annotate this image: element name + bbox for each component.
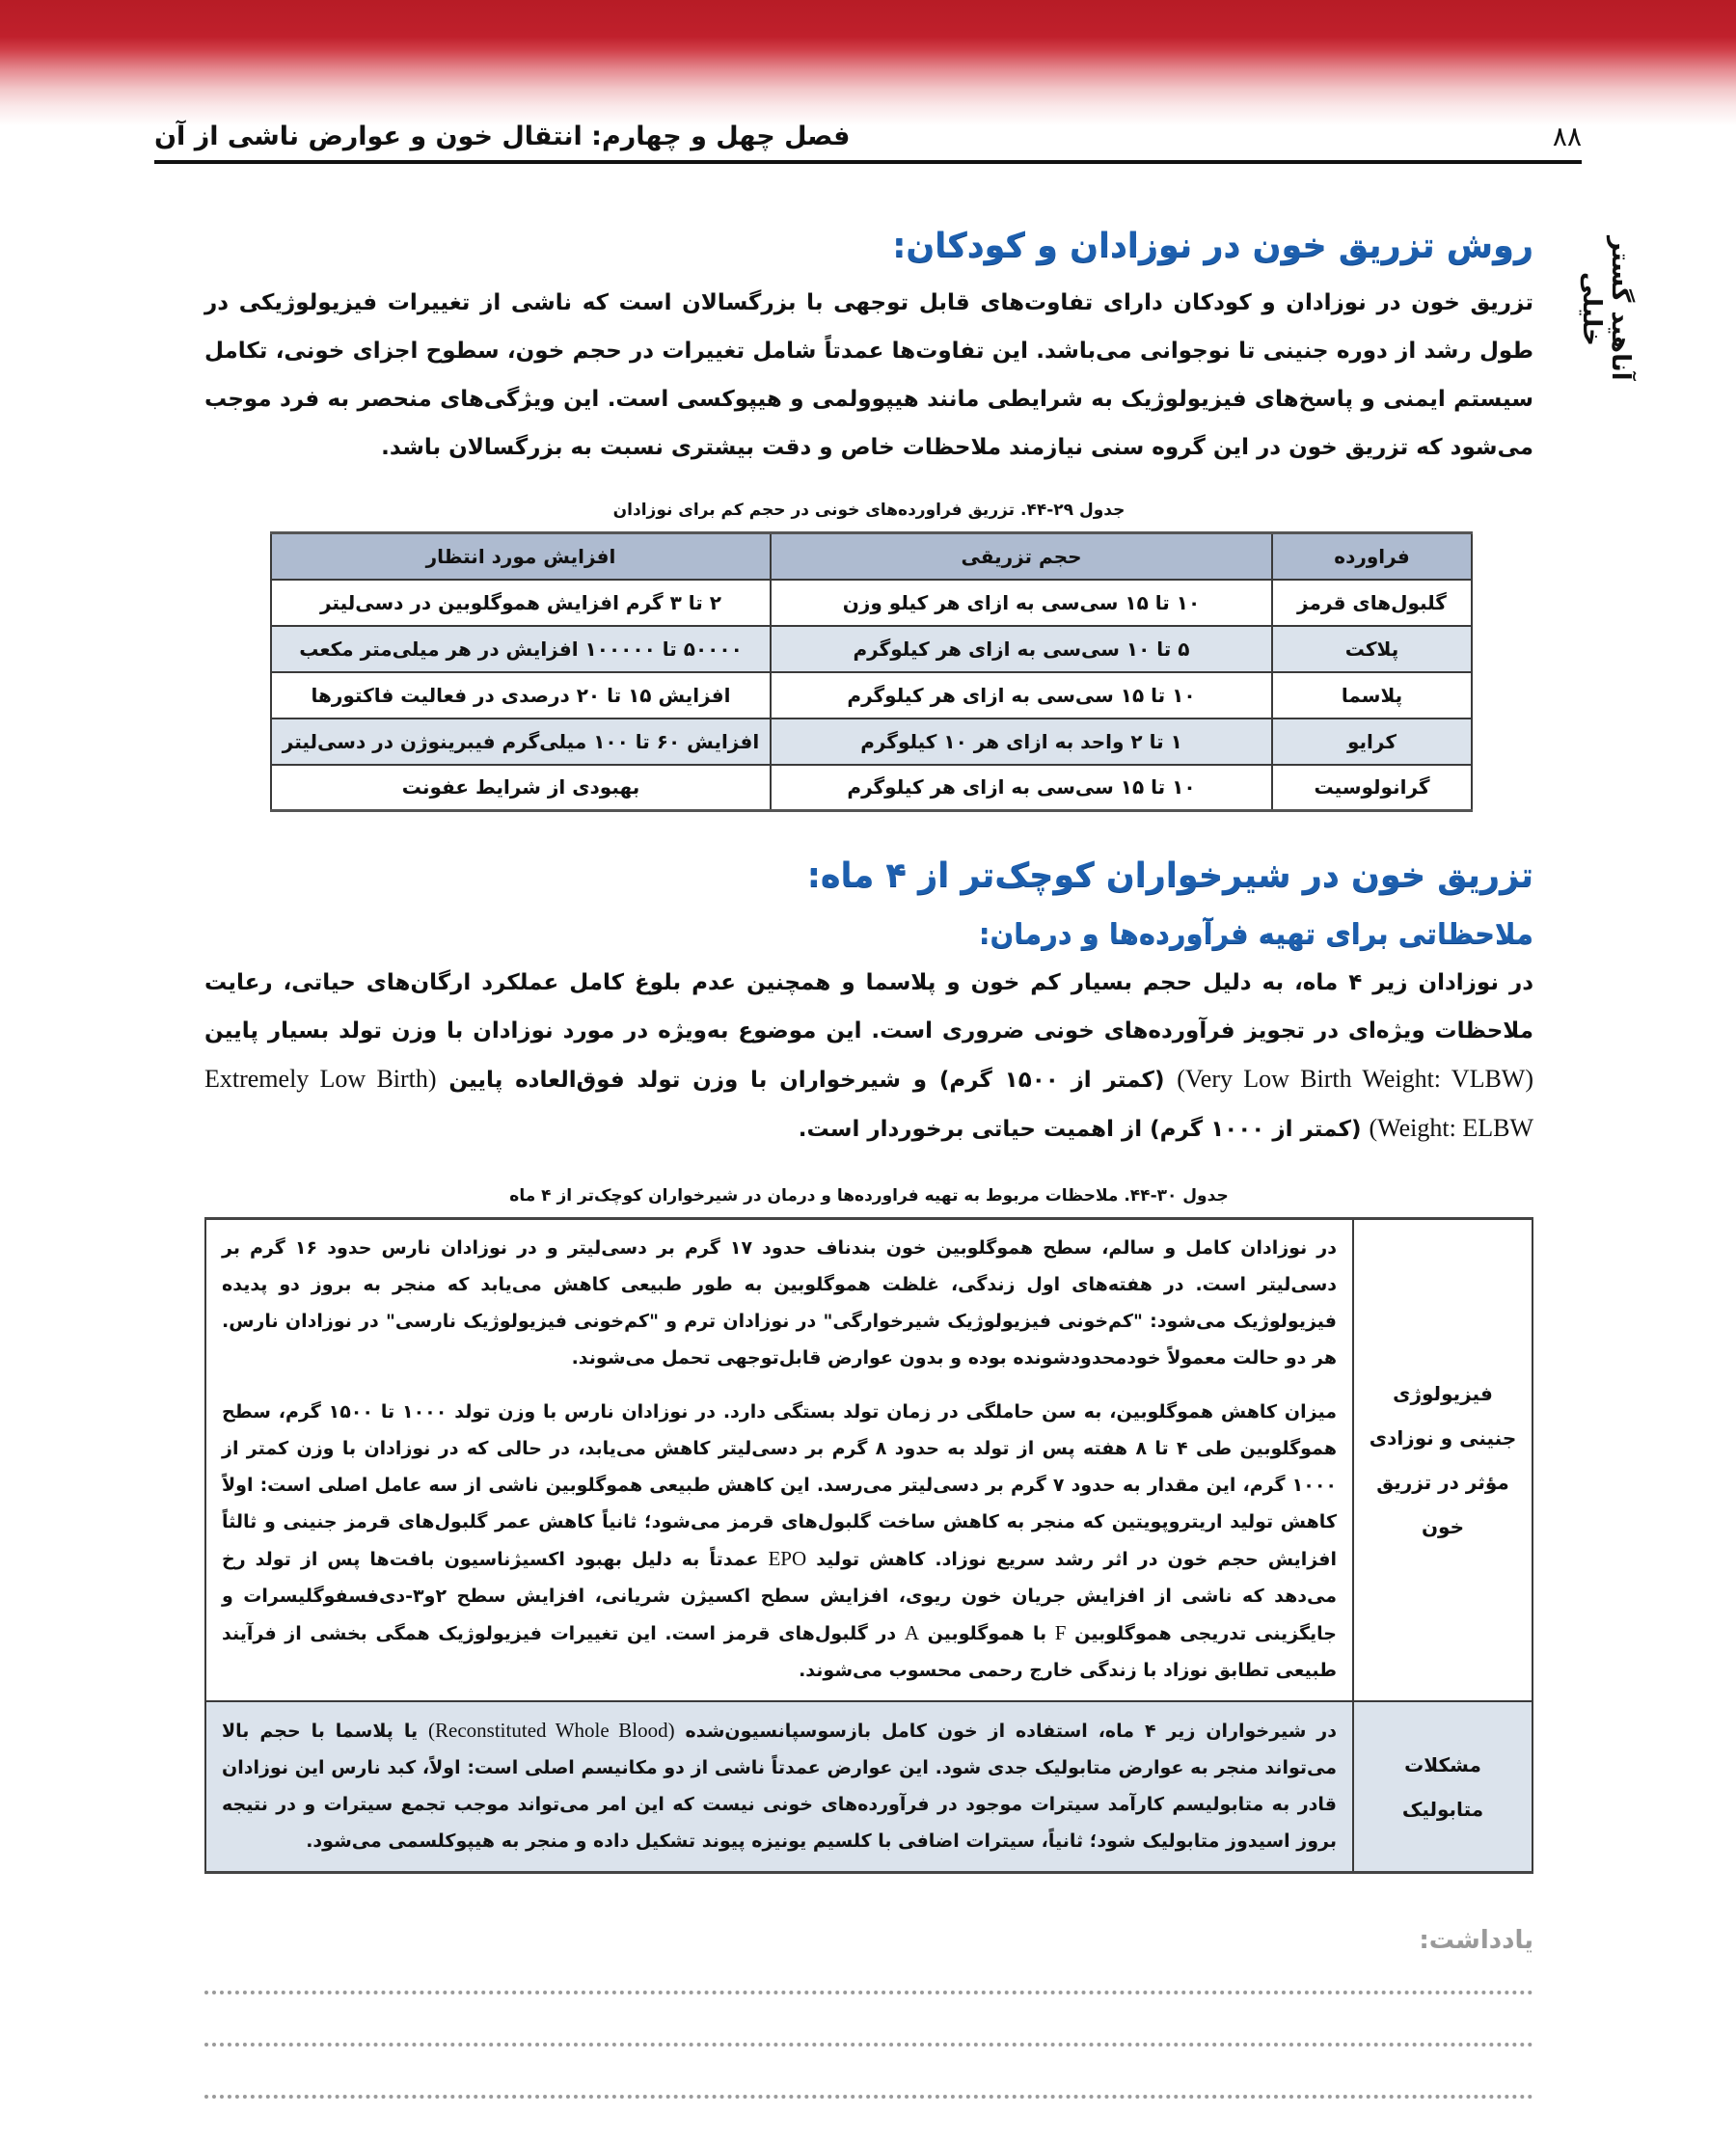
metabolic-paragraph	[222, 1712, 1337, 1859]
subsection-heading-considerations: ملاحظاتی برای تهیه فرآورده‌ها و درمان:	[978, 917, 1533, 950]
paragraph-text: یا پلاسما با حجم بالا می‌تواند منجر به عوارض متابولیک جدی شود. این عوارض عمدتاً ناشی از دو مکانیسم اصلی است: اولاً، کبد نارس این نوزادان قادر به متابولیسم کارآمد سیترات موجود در فرآورده‌های خونی نیست که این امر می‌تواند موجب تجمع سیترات و در نتیجه بروز اسیدوز متابولیک شود؛ ثانیاً، سیترات اضافی با کلسیم یونیزه پیوند تشکیل داده و منجر به هیپوکلسمی می‌شود.	[222, 1721, 1337, 1852]
hemoglobin-a-term: A	[904, 1621, 919, 1644]
intro-paragraph: تزریق خون در نوزادان و کودکان دارای تفاوت‌های قابل توجهی با بزرگسالان است که ناشی از تغییرات فیزیولوژیکی در طول رشد از دوره جنینی تا نوجوانی می‌باشد. این تفاوت‌ها عمدتاً شامل تغییرات در حجم خون، سطوح اجزای خونی، تکامل سیستم ایمنی و پاسخ‌های فیزیولوژیک به شرایطی مانند هیپوولمی و هیپوکسی است. این ویژگی‌های منحصر به فرد موجب می‌شود که تزریق خون در این گروه سنی نیازمند ملاحظات خاص و دقت بیشتری نسبت به بزرگسالان باشد.	[204, 290, 1533, 460]
paragraph-text: (کمتر از ۱۰۰۰ گرم) از اهمیت حیاتی برخوردار است.	[798, 1117, 1370, 1142]
physiology-paragraph-1: در نوزادان کامل و سالم، سطح هموگلوبین خون بندناف حدود ۱۷ گرم بر دسی‌لیتر و در نوزادان نارس حدود ۱۶ گرم بر دسی‌لیتر است. در هفته‌های اول زندگی، غلظت هموگلوبین به طور طبیعی کاهش می‌یابد که منجر به بروز دو پدیده فیزیولوژیک می‌شود: "کم‌خونی فیزیولوژیک شیرخوارگی" در نوزادان ترم و "کم‌خونی فیزیولوژیک نارسی" در نوزادان نارس. هر دو حالت معمولاً خودمحدودشونده بوده و بدون عوارض قابل‌توجهی تحمل می‌شوند.	[222, 1237, 1337, 1369]
cell-product: گلبول‌های قرمز	[1272, 580, 1472, 626]
cell-product: کرایو	[1272, 719, 1472, 765]
table2-caption: جدول ۳۰-۴۴. ملاحظات مربوط به تهیه فراورده‌ها و درمان در شیرخواران کوچک‌تر از ۴ ماه	[509, 1186, 1229, 1206]
table-row	[271, 672, 1472, 719]
notes-dotted-line[interactable]	[204, 2043, 1533, 2047]
physiology-paragraph-2	[222, 1394, 1337, 1689]
cell-increase: بهبودی از شرایط عفونت	[271, 765, 771, 811]
table-row	[271, 626, 1472, 672]
paragraph-text: در گلبول‌های قرمز است. این تغییرات فیزیولوژیک همگی بخشی از فرآیند طبیعی تطابق نوزاد با زندگی خارج رحمی محسوب می‌شوند.	[222, 1623, 1337, 1681]
table-row	[271, 765, 1472, 811]
column-header-expected-increase: افزایش مورد انتظار	[271, 533, 771, 580]
page-number: ۸۸	[1552, 120, 1582, 152]
notes-label: یادداشت:	[1419, 1926, 1533, 1955]
cell-product: گرانولوسیت	[1272, 765, 1472, 811]
notes-dotted-line[interactable]	[204, 2095, 1533, 2099]
main-content	[204, 217, 1533, 1874]
reconstituted-whole-blood-term: (Reconstituted Whole Blood)	[428, 1719, 675, 1742]
cell-product: پلاکت	[1272, 626, 1472, 672]
table-row	[271, 580, 1472, 626]
hemoglobin-f-term: F	[1054, 1621, 1067, 1644]
blood-products-table	[270, 531, 1473, 812]
cell-increase: افزایش ۱۵ تا ۲۰ درصدی در فعالیت فاکتورها	[271, 672, 771, 719]
infants-paragraph	[204, 959, 1533, 1153]
notes-section	[204, 1919, 1533, 2099]
table-header-row	[271, 533, 1472, 580]
row-text-physiology	[205, 1219, 1353, 1702]
vlbw-term: (Very Low Birth Weight: VLBW)	[1177, 1065, 1534, 1093]
paragraph-text: میزان کاهش هموگلوبین، به سن حاملگی در زمان تولد بستگی دارد. در نوزادان نارس با وزن تولد ۱۰۰۰ تا ۱۵۰۰ گرم، سطح هموگلوبین طی ۴ تا ۸ هفته پس از تولد به حدود ۸ گرم بر دسی‌لیتر کاهش می‌یابد، در حالی که در نوزادان با وزن کمتر از ۱۰۰۰ گرم، این مقدار به حدود ۷ گرم بر دسی‌لیتر می‌رسد. این کاهش طبیعی هموگلوبین ناشی از سه عامل اصلی است: اولاً کاهش تولید اریتروپویتین که منجر به کاهش ساخت گلبول‌های قرمز می‌شود؛ ثانیاً کاهش عمر گلبول‌های قرمز جنینی و ثالثاً افزایش حجم خون در اثر رشد سریع نوزاد. کاهش تولید	[222, 1401, 1338, 1570]
cell-volume: ۱۰ تا ۱۵ سی‌سی به ازای هر کیلو وزن	[771, 580, 1272, 626]
cell-increase: ۵۰۰۰۰ تا ۱۰۰۰۰۰ افزایش در هر میلی‌متر مکعب	[271, 626, 771, 672]
cell-volume: ۱ تا ۲ واحد به ازای هر ۱۰ کیلوگرم	[771, 719, 1272, 765]
section-heading-transfusion-neonates: روش تزریق خون در نوزادان و کودکان:	[892, 227, 1533, 265]
cell-volume: ۱۰ تا ۱۵ سی‌سی به ازای هر کیلوگرم	[771, 672, 1272, 719]
cell-increase: افزایش ۶۰ تا ۱۰۰ میلی‌گرم فیبرینوژن در دسی‌لیتر	[271, 719, 771, 765]
epo-term: EPO	[768, 1547, 807, 1570]
row-text-metabolic	[205, 1701, 1353, 1873]
cell-increase: ۲ تا ۳ گرم افزایش هموگلوبین در دسی‌لیتر	[271, 580, 771, 626]
chapter-title: فصل چهل و چهارم: انتقال خون و عوارض ناشی از آن	[154, 121, 851, 151]
notes-dotted-line[interactable]	[204, 1991, 1533, 1994]
column-header-product: فراورده	[1272, 533, 1472, 580]
paragraph-text: (کمتر از ۱۵۰۰ گرم) و شیرخواران با وزن تولد فوق‌العاده پایین	[436, 1068, 1178, 1093]
page-header	[154, 106, 1582, 166]
table-row	[205, 1219, 1533, 1702]
row-label-physiology: فیزیولوژی جنینی و نوزادی مؤثر در تزریق خون	[1353, 1219, 1533, 1702]
table-row	[205, 1701, 1533, 1873]
cell-volume: ۱۰ تا ۱۵ سی‌سی به ازای هر کیلوگرم	[771, 765, 1272, 811]
cell-product: پلاسما	[1272, 672, 1472, 719]
paragraph-text: عمدتاً به دلیل بهبود اکسیژناسیون بافت‌ها پس از تولد رخ می‌دهد که ناشی از افزایش جریان خون ریوی، افزایش سطح اکسیژن شریانی، افزایش سطح ۲و۳-دی‌فسفوگلیسرات و جایگزینی تدریجی هموگلوبین	[222, 1549, 1337, 1644]
section-heading-infants-under-4-months: تزریق خون در شیرخواران کوچک‌تر از ۴ ماه:	[806, 856, 1533, 895]
paragraph-text: با هموگلوبین	[918, 1623, 1055, 1644]
cell-volume: ۵ تا ۱۰ سی‌سی به ازای هر کیلوگرم	[771, 626, 1272, 672]
paragraph-text: در نوزادان زیر ۴ ماه، به دلیل حجم بسیار کم خون و پلاسما و همچنین عدم بلوغ کامل عملکرد ارگان‌های حیاتی، رعایت ملاحظات ویژه‌ای در تجویز فرآورده‌های خونی ضروری است. این موضوع به‌ویژه در مورد نوزادان با وزن تولد بسیار پایین	[204, 970, 1533, 1044]
table1-caption: جدول ۲۹-۴۴. تزریق فراورده‌های خونی در حجم کم برای نوزادان	[612, 501, 1126, 520]
header-rule	[154, 160, 1582, 164]
paragraph-text: در شیرخواران زیر ۴ ماه، استفاده از خون کامل بازسوسپانسیون‌شده	[674, 1721, 1337, 1742]
elbw-term: (Extremely Low Birth Weight: ELBW)	[204, 1065, 1533, 1142]
side-author-label: آناهید گستر خلیلی	[1577, 236, 1635, 381]
row-label-metabolic: مشکلات متابولیک	[1353, 1701, 1533, 1873]
column-header-volume: حجم تزریقی	[771, 533, 1272, 580]
considerations-table	[204, 1217, 1533, 1874]
table-row	[271, 719, 1472, 765]
